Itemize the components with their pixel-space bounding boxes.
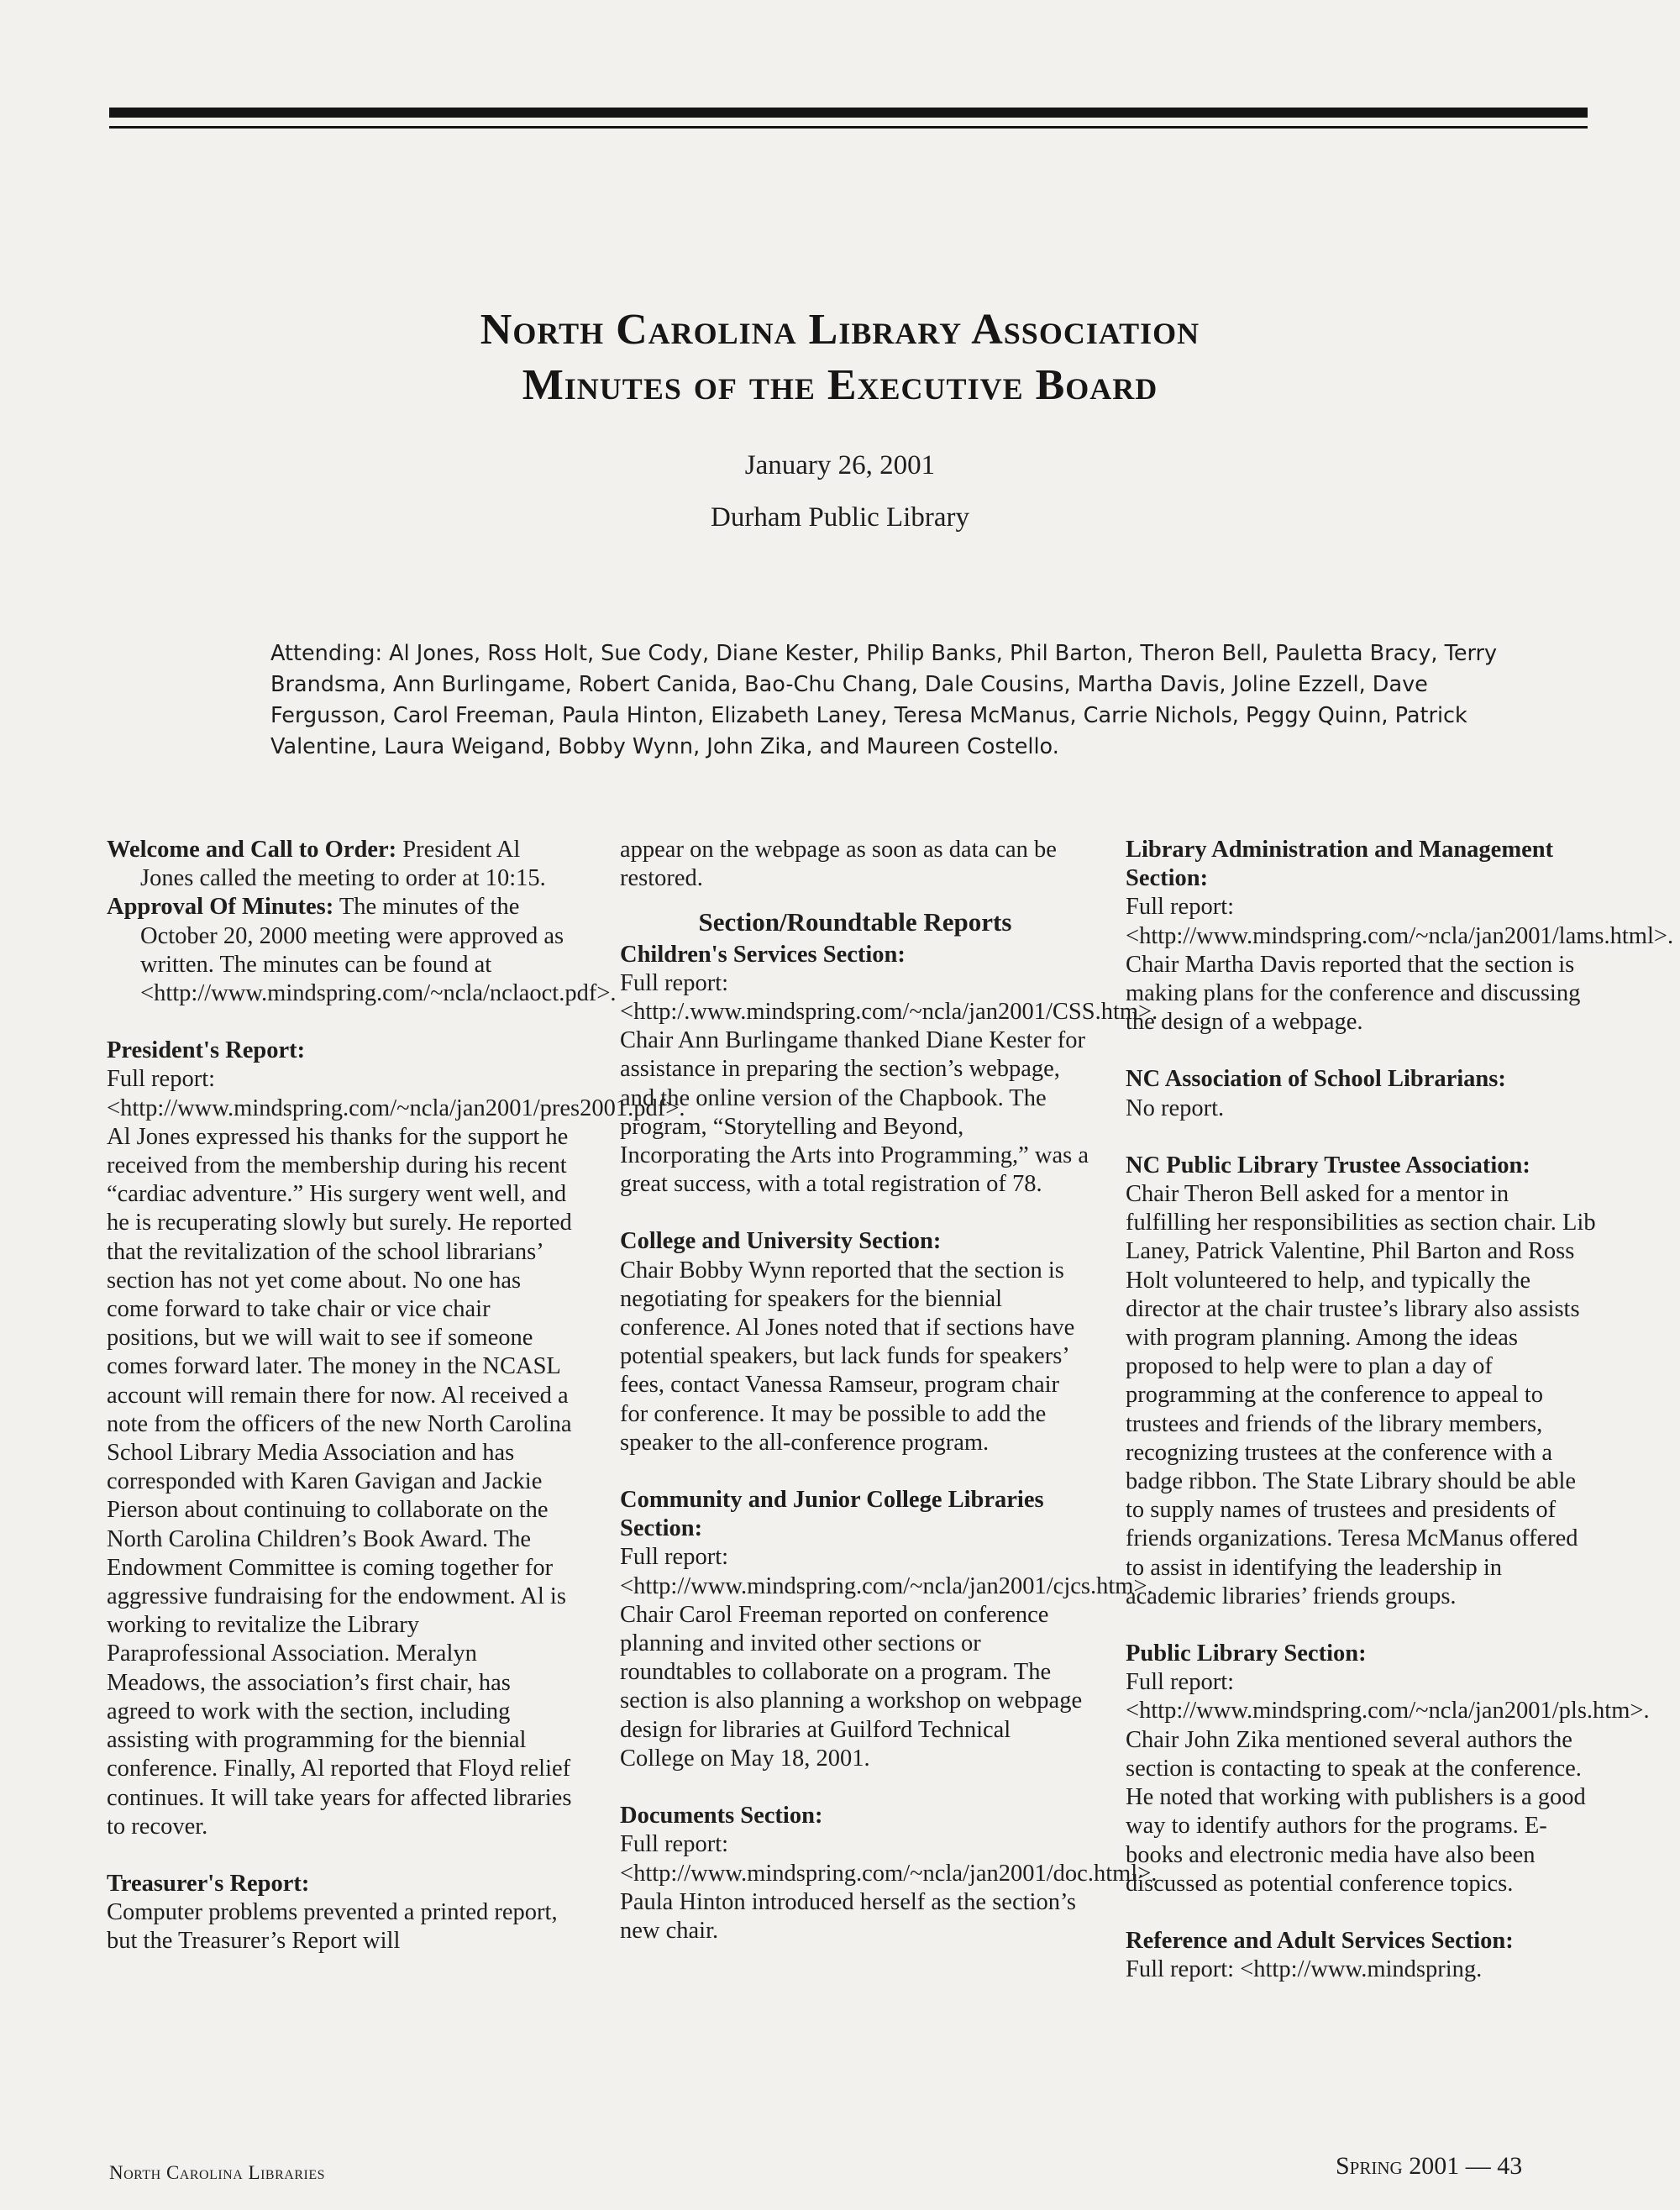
approval-section xyxy=(107,893,617,1008)
trustee-text: Chair Theron Bell asked for a mentor in fulfilling her responsibilities as section chair. Lib Laney, Patrick Valentine, Phil Barton and Ross Holt volunteered to help, and typically the director at the chair trustee’s library also assists with program planning. Among the ideas proposed to help were to plan a day of programming at the conference to appeal to trustees and friends of the library members, recognizing trustees at the conference with a badge ribbon. The State Library should be able to supply names of trustees and presidents of friends organizations. Teresa McManus offered to assist in identifying the leadership in academic libraries’ friends groups. xyxy=(1126,1181,1596,1609)
article-title-line-1: North Carolina Library Association xyxy=(480,306,1200,354)
college-text: Chair Bobby Wynn reported that the section is negotiating for speakers for the biennial conference. Al Jones noted that if sections have potential speakers, but lack funds for speakers’ fees, contact Vanessa Ramseur, program chair for conference. It may be possible to add the speaker to the all-conference program. xyxy=(620,1257,1075,1456)
article-title-line-2: Minutes of the Executive Board xyxy=(522,361,1158,409)
community-heading: Community and Junior College Libraries Section: xyxy=(620,1487,1044,1542)
treasurer-heading: Treasurer's Report: xyxy=(107,1870,310,1897)
column-3 xyxy=(1126,836,1674,2013)
public-library-heading: Public Library Section: xyxy=(1126,1640,1367,1667)
column-2 xyxy=(620,836,1158,1974)
documents-section xyxy=(620,1802,1158,1945)
welcome-section xyxy=(107,836,577,893)
public-library-section xyxy=(1126,1640,1650,1898)
footer-journal-name: North Carolina Libraries xyxy=(109,2162,325,2183)
trustee-heading: NC Public Library Trustee Association: xyxy=(1126,1152,1530,1178)
meeting-venue: Durham Public Library xyxy=(711,502,969,533)
childrens-section xyxy=(620,941,1158,1199)
lams-section xyxy=(1126,836,1674,1037)
childrens-heading: Children's Services Section: xyxy=(620,941,906,968)
welcome-text: President Al Jones called the meeting to order at 10:15. xyxy=(140,837,546,892)
president-text: Full report: <http://www.mindspring.com/~ncla/jan2001/pres2001.pdf>. Al Jones expressed his thanks for the support he received from the membership during his recent “cardiac adventure.” His surgery went well, and he is recuperating slowly but surely. He reported that the revitalization of the school librarians’ section has not yet come about. No one has come forward to take chair or vice chair positions, but we will wait to see if someone comes forward later. The money in the NCASL account will remain there for now. Al received a note from the officers of the new North Carolina School Library Media Association and has corresponded with Karen Gavigan and Jackie Pierson about continuing to collaborate on the North Carolina Children’s Book Award. The Endowment Committee is coming together for aggressive fundraising for the endowment. Al is working to revitalize the Library Paraprofessional Association. Meralyn Meadows, the association’s first chair, has agreed to work with the section, including assisting with programming for the biennial conference. Finally, Al reported that Floyd relief continues. It will take years for affected libraries to recover. xyxy=(107,1066,685,1840)
treasurer-continued-text: appear on the webpage as soon as data can be restored. xyxy=(620,837,1057,892)
reference-heading: Reference and Adult Services Section: xyxy=(1126,1927,1514,1954)
header-rule-thin xyxy=(109,126,1588,129)
ncasl-heading: NC Association of School Librarians: xyxy=(1126,1066,1506,1093)
college-section xyxy=(620,1227,1090,1457)
header-rule-thick xyxy=(109,108,1588,118)
treasurer-continued xyxy=(620,836,1090,893)
childrens-text: Full report: <http:/.www.mindspring.com/~ncla/jan2001/CSS.htm>. Chair Ann Burlingame thanked Diane Kester for assistance in preparing the section’s webpage, and the online version of the Chapbook. The program, “Storytelling and Beyond, Incorporating the Arts into Programming,” was a great success, with a total registration of 78. xyxy=(620,969,1158,1198)
welcome-heading: Welcome and Call to Order: xyxy=(107,837,397,863)
approval-heading: Approval Of Minutes: xyxy=(107,894,334,921)
community-section xyxy=(620,1486,1153,1773)
title-block xyxy=(252,302,1428,536)
reference-section xyxy=(1126,1927,1596,1984)
footer-issue-page: Spring 2001 — 43 xyxy=(1336,2152,1523,2180)
approval-text: The minutes of the October 20, 2000 meeting were approved as written. The minutes can be found at <http://www.mindspring.com/~ncla/nclaoct.pdf>. xyxy=(140,894,617,1007)
ncasl-section xyxy=(1126,1065,1596,1122)
documents-text: Full report: <http://www.mindspring.com/~ncla/jan2001/doc.html>. Paula Hinton introduced herself as the section’s new chair. xyxy=(620,1831,1158,1944)
lams-text: Full report: <http://www.mindspring.com/~ncla/jan2001/lams.html>. Chair Martha Davis reported that the section is making plans for the conference and discussing the design of a webpage. xyxy=(1126,894,1674,1036)
documents-heading: Documents Section: xyxy=(620,1803,823,1829)
lams-heading: Library Administration and Management Section: xyxy=(1126,837,1554,892)
president-heading: President's Report: xyxy=(107,1037,306,1064)
section-reports-heading: Section/Roundtable Reports xyxy=(698,907,1012,937)
treasurer-text: Computer problems prevented a printed report, but the Treasurer’s Report will xyxy=(107,1899,558,1955)
college-heading: College and University Section: xyxy=(620,1228,942,1255)
trustee-section xyxy=(1126,1152,1596,1611)
public-library-text: Full report: <http://www.mindspring.com/~ncla/jan2001/pls.htm>. Chair John Zika mentioned several authors the section is contacting to speak at the conference. He noted that working with publishers is a good way to identify authors for the programs. E-books and electronic media have also been discussed as potential conference topics. xyxy=(1126,1669,1650,1897)
president-section xyxy=(107,1037,685,1841)
community-text: Full report: <http://www.mindspring.com/~ncla/jan2001/cjcs.htm>. Chair Carol Freeman reported on conference planning and invited other sections or roundtables to collaborate on a program. The section is also planning a workshop on webpage design for libraries at Guilford Technical College on May 18, 2001. xyxy=(620,1544,1153,1772)
meeting-date: January 26, 2001 xyxy=(744,450,936,480)
attendance-list: Attending: Al Jones, Ross Holt, Sue Cody, Diane Kester, Philip Banks, Phil Barton, Theron Bell, Pauletta Bracy, Terry Brandsma, Ann Burlingame, Robert Canida, Bao-Chu Chang, Dale Cousins, Martha Davis, Joline Ezzell, Dave Fergusson, Carol Freeman, Paula Hinton, Elizabeth Laney, Teresa McManus, Carrie Nichols, Peggy Quinn, Patrick Valentine, Laura Weigand, Bobby Wynn, John Zika, and Maureen Costello. xyxy=(270,641,1498,759)
column-1 xyxy=(107,836,685,1985)
reference-text: Full report: <http://www.mindspring. xyxy=(1126,1956,1483,1983)
ncasl-text: No report. xyxy=(1126,1095,1225,1121)
treasurer-section xyxy=(107,1870,577,1956)
